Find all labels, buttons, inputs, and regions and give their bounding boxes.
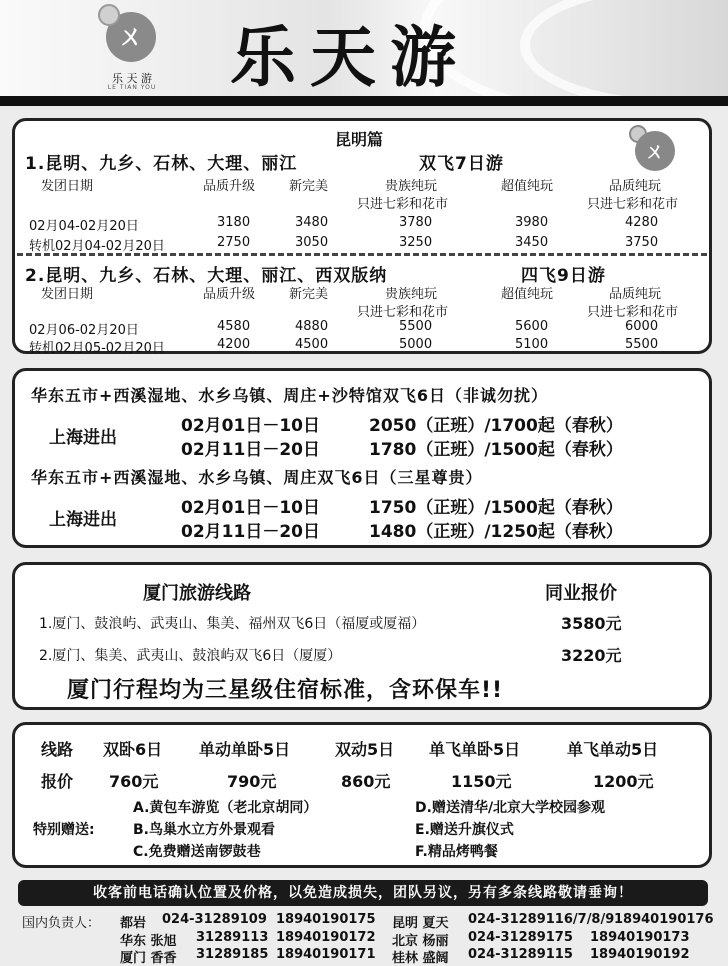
option-price: 790元 [227, 772, 277, 791]
brand-badge [629, 125, 683, 169]
depart-city: 上海进出 [49, 510, 117, 530]
section-title: 昆明篇 [335, 130, 384, 149]
contact-phone: 024-31289115 [468, 947, 573, 962]
logo-text: 乐 天 游 [112, 72, 152, 85]
col-header: 发团日期 [41, 179, 94, 194]
contact-phone: 024-31289116/7/8/9 [468, 912, 615, 927]
table-cell: 3480 [295, 215, 329, 230]
option-name: 单飞单动5日 [567, 740, 659, 759]
gift-item: A.黄包车游览（老北京胡同） [133, 800, 318, 816]
table-cell: 转机02月05-02月20日 [29, 341, 165, 356]
gift-item: C.免费赠送南锣鼓巷 [133, 844, 261, 860]
contact-mobile: 18940190171 [276, 947, 376, 962]
table-cell: 2750 [217, 235, 251, 250]
col-header: 贵族纯玩 [385, 287, 438, 302]
logo-mark: ㄨ [106, 12, 156, 62]
contact-name: 北京 杨丽 [392, 934, 449, 949]
table-cell: 3180 [217, 215, 251, 230]
table-cell: 3980 [515, 215, 549, 230]
option-price: 860元 [341, 772, 391, 791]
logo-subtext: LE TIAN YOU [107, 84, 157, 91]
depart-city: 上海进出 [49, 428, 117, 448]
table-cell: 4580 [217, 319, 251, 334]
date-range: 02月01日－10日 [181, 416, 320, 436]
sun-icon [98, 4, 120, 26]
table-cell: 5500 [625, 337, 659, 352]
date-range: 02月11日－20日 [181, 440, 320, 460]
table-cell: 3750 [625, 235, 659, 250]
col-subheader: 只进七彩和花市 [357, 197, 449, 212]
contact-name: 昆明 夏天 [392, 916, 449, 931]
contact-mobile: 18940190172 [276, 930, 376, 945]
col-header: 品质升级 [203, 179, 256, 194]
contact-phone: 31289113 [196, 930, 269, 945]
xiamen-note: 厦门行程均为三星级住宿标准，含环保车!! [67, 678, 504, 703]
option-price: 1200元 [593, 772, 654, 791]
table-cell: 4500 [295, 337, 329, 352]
route-tag: 双飞7日游 [419, 154, 504, 174]
col-header: 新完美 [289, 179, 329, 194]
table-cell: 5000 [399, 337, 433, 352]
table-cell: 3050 [295, 235, 329, 250]
table-cell: 02月04-02月20日 [29, 219, 139, 234]
col-subheader: 只进七彩和花市 [357, 305, 449, 320]
route-name: 2.厦门、集美、武夷山、鼓浪屿双飞6日（厦厦） [39, 648, 342, 664]
logo-mark: ㄨ [635, 131, 675, 171]
col-header: 新完美 [289, 287, 329, 302]
beijing-panel [12, 722, 712, 868]
brand-logo [98, 4, 166, 92]
date-range: 02月01日－10日 [181, 498, 320, 518]
route-title: 2.昆明、九乡、石林、大理、丽江、西双版纳 [25, 266, 388, 286]
gift-item: F.精品烤鸭餐 [415, 844, 498, 860]
contact-phone: 31289185 [196, 947, 269, 962]
col-header: 超值纯玩 [501, 287, 554, 302]
contact-label: 国内负责人： [22, 916, 101, 931]
table-cell: 3250 [399, 235, 433, 250]
contact-name: 华东 张旭 [120, 934, 177, 949]
section-divider [17, 253, 707, 256]
route-title: 1.昆明、九乡、石林、大理、丽江 [25, 154, 298, 174]
col-header: 贵族纯玩 [385, 179, 438, 194]
table-cell: 5600 [515, 319, 549, 334]
col-header: 品质纯玩 [609, 179, 662, 194]
header-divider [0, 96, 728, 106]
table-cell: 4880 [295, 319, 329, 334]
table-cell: 转机02月04-02月20日 [29, 239, 165, 254]
contact-mobile: 18940190192 [590, 947, 690, 962]
contact-phone: 024-31289175 [468, 930, 573, 945]
option-name: 双卧6日 [103, 740, 163, 759]
section-title: 厦门旅游线路 [143, 583, 251, 604]
table-cell: 4280 [625, 215, 659, 230]
huadong-panel [12, 368, 712, 548]
table-cell: 5100 [515, 337, 549, 352]
table-cell: 3780 [399, 215, 433, 230]
option-name: 单动单卧5日 [199, 740, 291, 759]
col-header: 品质升级 [203, 287, 256, 302]
route-tag: 四飞9日游 [521, 266, 606, 286]
col-subheader: 只进七彩和花市 [587, 305, 679, 320]
route-price: 3580元 [561, 614, 622, 633]
option-price: 1150元 [451, 772, 512, 791]
option-name: 双动5日 [335, 740, 395, 759]
route-price: 3220元 [561, 646, 622, 665]
contact-name: 桂林 盛阔 [392, 951, 449, 966]
xiamen-panel [12, 562, 712, 710]
contact-name: 厦门 香香 [120, 951, 177, 966]
gift-item: E.赠送升旗仪式 [415, 822, 514, 838]
contact-mobile: 18940190175 [276, 912, 376, 927]
price-text: 1750（正班）/1500起（春秋） [369, 498, 623, 518]
table-cell: 5500 [399, 319, 433, 334]
route-title: 华东五市+西溪湿地、水乡乌镇、周庄+沙特馆双飞6日（非诚勿扰） [31, 386, 548, 405]
gift-label: 特别赠送: [33, 822, 95, 838]
route-title: 华东五市+西溪湿地、水乡乌镇、周庄双飞6日（三星尊贵） [31, 468, 483, 487]
col-subheader: 只进七彩和花市 [587, 197, 679, 212]
route-label: 线路 [41, 740, 74, 759]
gift-item: B.鸟巢水立方外景观看 [133, 822, 275, 838]
price-label: 报价 [41, 772, 74, 791]
date-range: 02月11日－20日 [181, 522, 320, 542]
footer-notice: 收客前电话确认位置及价格，以免造成损失，团队另议，另有多条线路敬请垂询！ [18, 880, 708, 906]
price-text: 1780（正班）/1500起（春秋） [369, 440, 623, 460]
route-name: 1.厦门、鼓浪屿、武夷山、集美、福州双飞6日（福厦或厦福） [39, 616, 426, 632]
table-cell: 02月06-02月20日 [29, 323, 139, 338]
table-cell: 6000 [625, 319, 659, 334]
contact-phone: 024-31289109 [162, 912, 267, 927]
contact-mobile: 18940190176 [614, 912, 714, 927]
contact-mobile: 18940190173 [590, 930, 690, 945]
col-header: 发团日期 [41, 287, 94, 302]
price-text: 2050（正班）/1700起（春秋） [369, 416, 623, 436]
price-text: 1480（正班）/1250起（春秋） [369, 522, 623, 542]
contact-name: 都岩 [120, 916, 147, 931]
kunming-panel [12, 118, 712, 354]
option-name: 单飞单卧5日 [429, 740, 521, 759]
table-cell: 4200 [217, 337, 251, 352]
col-header: 品质纯玩 [609, 287, 662, 302]
col-header: 超值纯玩 [501, 179, 554, 194]
gift-item: D.赠送清华/北京大学校园参观 [415, 800, 606, 816]
brand-title: 乐天游 [230, 18, 470, 96]
price-header: 同业报价 [545, 583, 617, 604]
table-cell: 3450 [515, 235, 549, 250]
option-price: 760元 [109, 772, 159, 791]
